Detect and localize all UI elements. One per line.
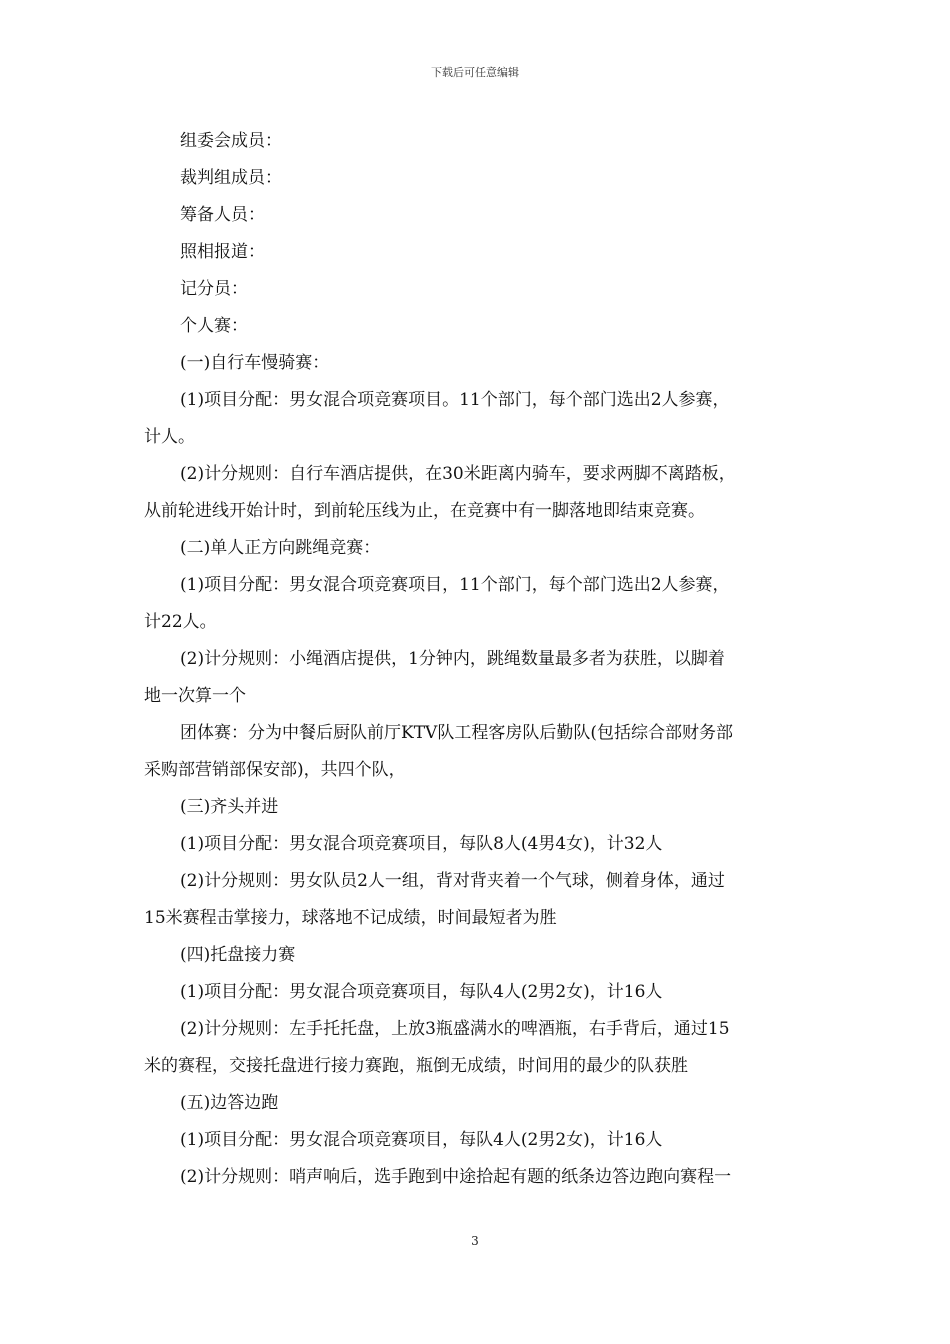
- text-line: (2)计分规则：男女队员2人一组，背对背夹着一个气球，侧着身体，通过: [180, 871, 725, 891]
- text-line: 计人。: [144, 427, 195, 447]
- page-number: 3: [471, 1234, 479, 1248]
- text-line: 地一次算一个: [144, 686, 246, 706]
- text-line: (1)项目分配：男女混合项竞赛项目，每队4人(2男2女)，计16人: [180, 982, 663, 1002]
- text-line: (2)计分规则：哨声响后，选手跑到中途拾起有题的纸条边答边跑向赛程一: [180, 1167, 732, 1187]
- page-header: 下载后可任意编辑: [431, 66, 519, 79]
- text-line: (2)计分规则：小绳酒店提供，1分钟内，跳绳数量最多者为获胜，以脚着: [180, 649, 725, 669]
- text-line: (二)单人正方向跳绳竞赛：: [180, 538, 381, 558]
- text-line: 组委会成员：: [180, 131, 282, 151]
- text-line: (五)边答边跑: [180, 1093, 279, 1113]
- text-line: (1)项目分配：男女混合项竞赛项目，每队8人(4男4女)，计32人: [180, 834, 663, 854]
- text-line: 照相报道：: [180, 242, 265, 262]
- text-line: (1)项目分配：男女混合项竞赛项目，每队4人(2男2女)，计16人: [180, 1130, 663, 1150]
- text-line: 15米赛程击掌接力，球落地不记成绩，时间最短者为胜: [144, 908, 557, 928]
- text-line: 从前轮进线开始计时，到前轮压线为止，在竞赛中有一脚落地即结束竞赛。: [144, 501, 705, 521]
- text-line: (一)自行车慢骑赛：: [180, 353, 330, 373]
- text-line: (四)托盘接力赛: [180, 945, 296, 965]
- text-line: 团体赛：分为中餐后厨队前厅KTV队工程客房队后勤队(包括综合部财务部: [180, 723, 733, 743]
- text-line: (2)计分规则：左手托托盘，上放3瓶盛满水的啤酒瓶，右手背后，通过15: [180, 1019, 730, 1039]
- text-line: (2)计分规则：自行车酒店提供，在30米距离内骑车，要求两脚不离踏板，: [180, 464, 736, 484]
- text-line: (1)项目分配：男女混合项竞赛项目。11个部门，每个部门选出2人参赛，: [180, 390, 730, 410]
- text-line: (1)项目分配：男女混合项竞赛项目，11个部门，每个部门选出2人参赛，: [180, 575, 730, 595]
- text-line: 筹备人员：: [180, 205, 265, 225]
- text-line: 米的赛程，交接托盘进行接力赛跑，瓶倒无成绩，时间用的最少的队获胜: [144, 1056, 688, 1076]
- text-line: 裁判组成员：: [180, 168, 282, 188]
- text-line: 个人赛：: [180, 316, 248, 336]
- text-line: 记分员：: [180, 279, 248, 299]
- text-line: 计22人。: [144, 612, 217, 632]
- text-line: 采购部营销部保安部)，共四个队，: [144, 760, 406, 780]
- document-body: [144, 123, 809, 1196]
- text-line: (三)齐头并进: [180, 797, 279, 817]
